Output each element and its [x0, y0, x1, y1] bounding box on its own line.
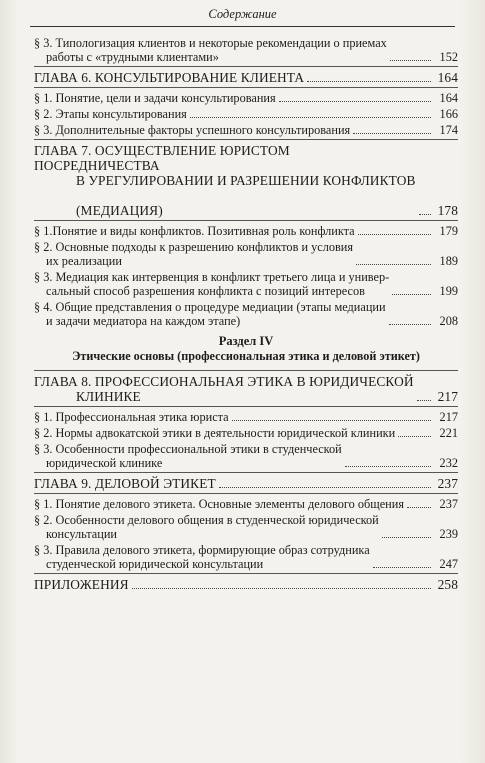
toc-section-entry-title: § 2. Основные подходы к разрешению конфликтов и условия их реализации: [34, 240, 354, 268]
toc-section-entry-page-number: 174: [439, 123, 458, 137]
chapter-rule: [34, 370, 458, 371]
toc-section-entry-leader: [382, 537, 431, 538]
toc-section-entry-leader: [345, 466, 431, 467]
chapter-rule: [34, 66, 458, 67]
toc-section-entry: [34, 513, 458, 541]
toc-appendix-entry: [34, 577, 458, 592]
toc-section-entry: [34, 224, 458, 238]
page-header: [30, 4, 455, 27]
toc-section-entry-page-number: 166: [439, 107, 458, 121]
part-title: Раздел IV: [218, 334, 274, 348]
toc-section-entry-title: § 1. Понятие делового этикета. Основные элементы делового общения: [34, 497, 404, 511]
chapter-rule: [34, 406, 458, 407]
toc-appendix-entry-leader: [132, 588, 431, 589]
toc-chapter-entry: [34, 143, 458, 218]
toc-chapter-entry-page-number: 237: [437, 476, 458, 491]
toc-section-entry: [34, 123, 458, 137]
toc-chapter-entry-title: ГЛАВА 9. ДЕЛОВОЙ ЭТИКЕТ: [34, 476, 216, 491]
chapter-rule: [34, 139, 458, 140]
toc-section-entry-title: § 3. Особенности профессиональной этики в студенческой юридической клинике: [34, 442, 342, 470]
toc-chapter-entry-page-number: 217: [437, 389, 458, 404]
toc-chapter-entry-page-number: 178: [437, 203, 458, 218]
toc-chapter-entry-leader: [417, 400, 431, 401]
toc-section-entry-leader: [373, 567, 431, 568]
chapter-rule: [34, 87, 458, 88]
toc-section-entry-leader: [353, 133, 431, 134]
toc-section-entry: [34, 497, 458, 511]
toc-section-entry: [34, 426, 458, 440]
toc-section-entry-leader: [190, 117, 431, 118]
toc-section-entry-title: § 1. Понятие, цели и задачи консультирования: [34, 91, 276, 105]
toc-section-entry-title: § 4. Общие представления о процедуре медиации (этапы медиации и задачи медиатора на каждом этапе): [34, 300, 386, 328]
toc-section-entry-title: § 3. Дополнительные факторы успешного консультирования: [34, 123, 351, 137]
toc-section-entry-leader: [389, 324, 431, 325]
toc-chapter-entry-title: ГЛАВА 7. ОСУЩЕСТВЛЕНИЕ ЮРИСТОМ ПОСРЕДНИЧЕСТВА В УРЕГУЛИРОВАНИИ И РАЗРЕШЕНИИ КОНФЛИКТОВ (МЕДИАЦИЯ): [34, 143, 416, 218]
toc-section-entry: [34, 543, 458, 571]
toc-chapter-entry-page-number: 164: [437, 70, 458, 85]
toc-section-entry-page-number: 208: [439, 314, 458, 328]
toc-chapter-entry-title: ГЛАВА 6. КОНСУЛЬТИРОВАНИЕ КЛИЕНТА: [34, 70, 305, 85]
toc-appendix-entry-title: ПРИЛОЖЕНИЯ: [34, 577, 129, 592]
header-title: Содержание: [208, 7, 277, 21]
toc-chapter-entry-leader: [419, 214, 431, 215]
toc-section-entry: [34, 410, 458, 424]
toc-section-entry-page-number: 179: [439, 224, 458, 238]
chapter-rule: [34, 472, 458, 473]
toc-section-entry-page-number: 247: [439, 557, 458, 571]
toc-section-entry-title: § 3. Типологизация клиентов и некоторые рекомендации о приемах работы с «трудными клиентами»: [34, 36, 387, 64]
toc-section-entry: [34, 36, 458, 64]
toc-section-entry-title: § 1. Профессиональная этика юриста: [34, 410, 229, 424]
toc-section-entry-title: § 2. Этапы консультирования: [34, 107, 187, 121]
toc-section-entry-page-number: 237: [439, 497, 458, 511]
toc-section-entry-leader: [398, 436, 431, 437]
toc-section-entry: [34, 107, 458, 121]
toc-chapter-entry-title: ГЛАВА 8. ПРОФЕССИОНАЛЬНАЯ ЭТИКА В ЮРИДИЧЕСКОЙ КЛИНИКЕ: [34, 374, 414, 404]
toc-section-entry-leader: [392, 294, 431, 295]
toc-section-entry-leader: [279, 101, 431, 102]
chapter-rule: [34, 573, 458, 574]
toc-section-entry: [34, 240, 458, 268]
toc-section-entry: [34, 300, 458, 328]
toc-chapter-entry-leader: [307, 81, 431, 82]
chapter-rule: [34, 493, 458, 494]
part-subtitle: Этические основы (профессиональная этика и деловой этикет): [72, 349, 420, 363]
toc-section-entry-leader: [356, 264, 431, 265]
toc-section-entry-page-number: 189: [439, 254, 458, 268]
toc-section-entry-page-number: 217: [439, 410, 458, 424]
toc-section-entry-page-number: 152: [439, 50, 458, 64]
toc-section-entry: [34, 442, 458, 470]
toc-section-entry: [34, 270, 458, 298]
toc-section-entry-page-number: 164: [439, 91, 458, 105]
toc-chapter-entry: [34, 476, 458, 491]
toc-section-entry-title: § 3. Медиация как интервенция в конфликт третьего лица и универ- сальный способ разрешения конфликта с позиций интересов: [34, 270, 390, 298]
toc-section-entry-title: § 1.Понятие и виды конфликтов. Позитивная роль конфликта: [34, 224, 355, 238]
toc-section-entry-page-number: 199: [439, 284, 458, 298]
toc-chapter-entry: [34, 70, 458, 85]
toc-section-entry-leader: [407, 507, 431, 508]
toc-section-entry-title: § 2. Нормы адвокатской этики в деятельности юридической клиники: [34, 426, 396, 440]
toc-section-entry-page-number: 239: [439, 527, 458, 541]
toc-section-entry-leader: [358, 234, 431, 235]
toc-section-entry-title: § 3. Правила делового этикета, формирующие образ сотрудника студенческой юридической консультации: [34, 543, 370, 571]
toc-section-entry-title: § 2. Особенности делового общения в студенческой юридической консультации: [34, 513, 379, 541]
toc-section-entry-page-number: 221: [439, 426, 458, 440]
toc-section-entry-leader: [232, 420, 431, 421]
toc-chapter-entry: [34, 374, 458, 404]
toc-section-entry-page-number: 232: [439, 456, 458, 470]
table-of-contents: [34, 36, 458, 594]
chapter-rule: [34, 220, 458, 221]
toc-appendix-entry-page-number: 258: [437, 577, 458, 592]
toc-section-entry: [34, 91, 458, 105]
toc-section-entry-leader: [390, 60, 431, 61]
toc-chapter-entry-leader: [219, 487, 431, 488]
